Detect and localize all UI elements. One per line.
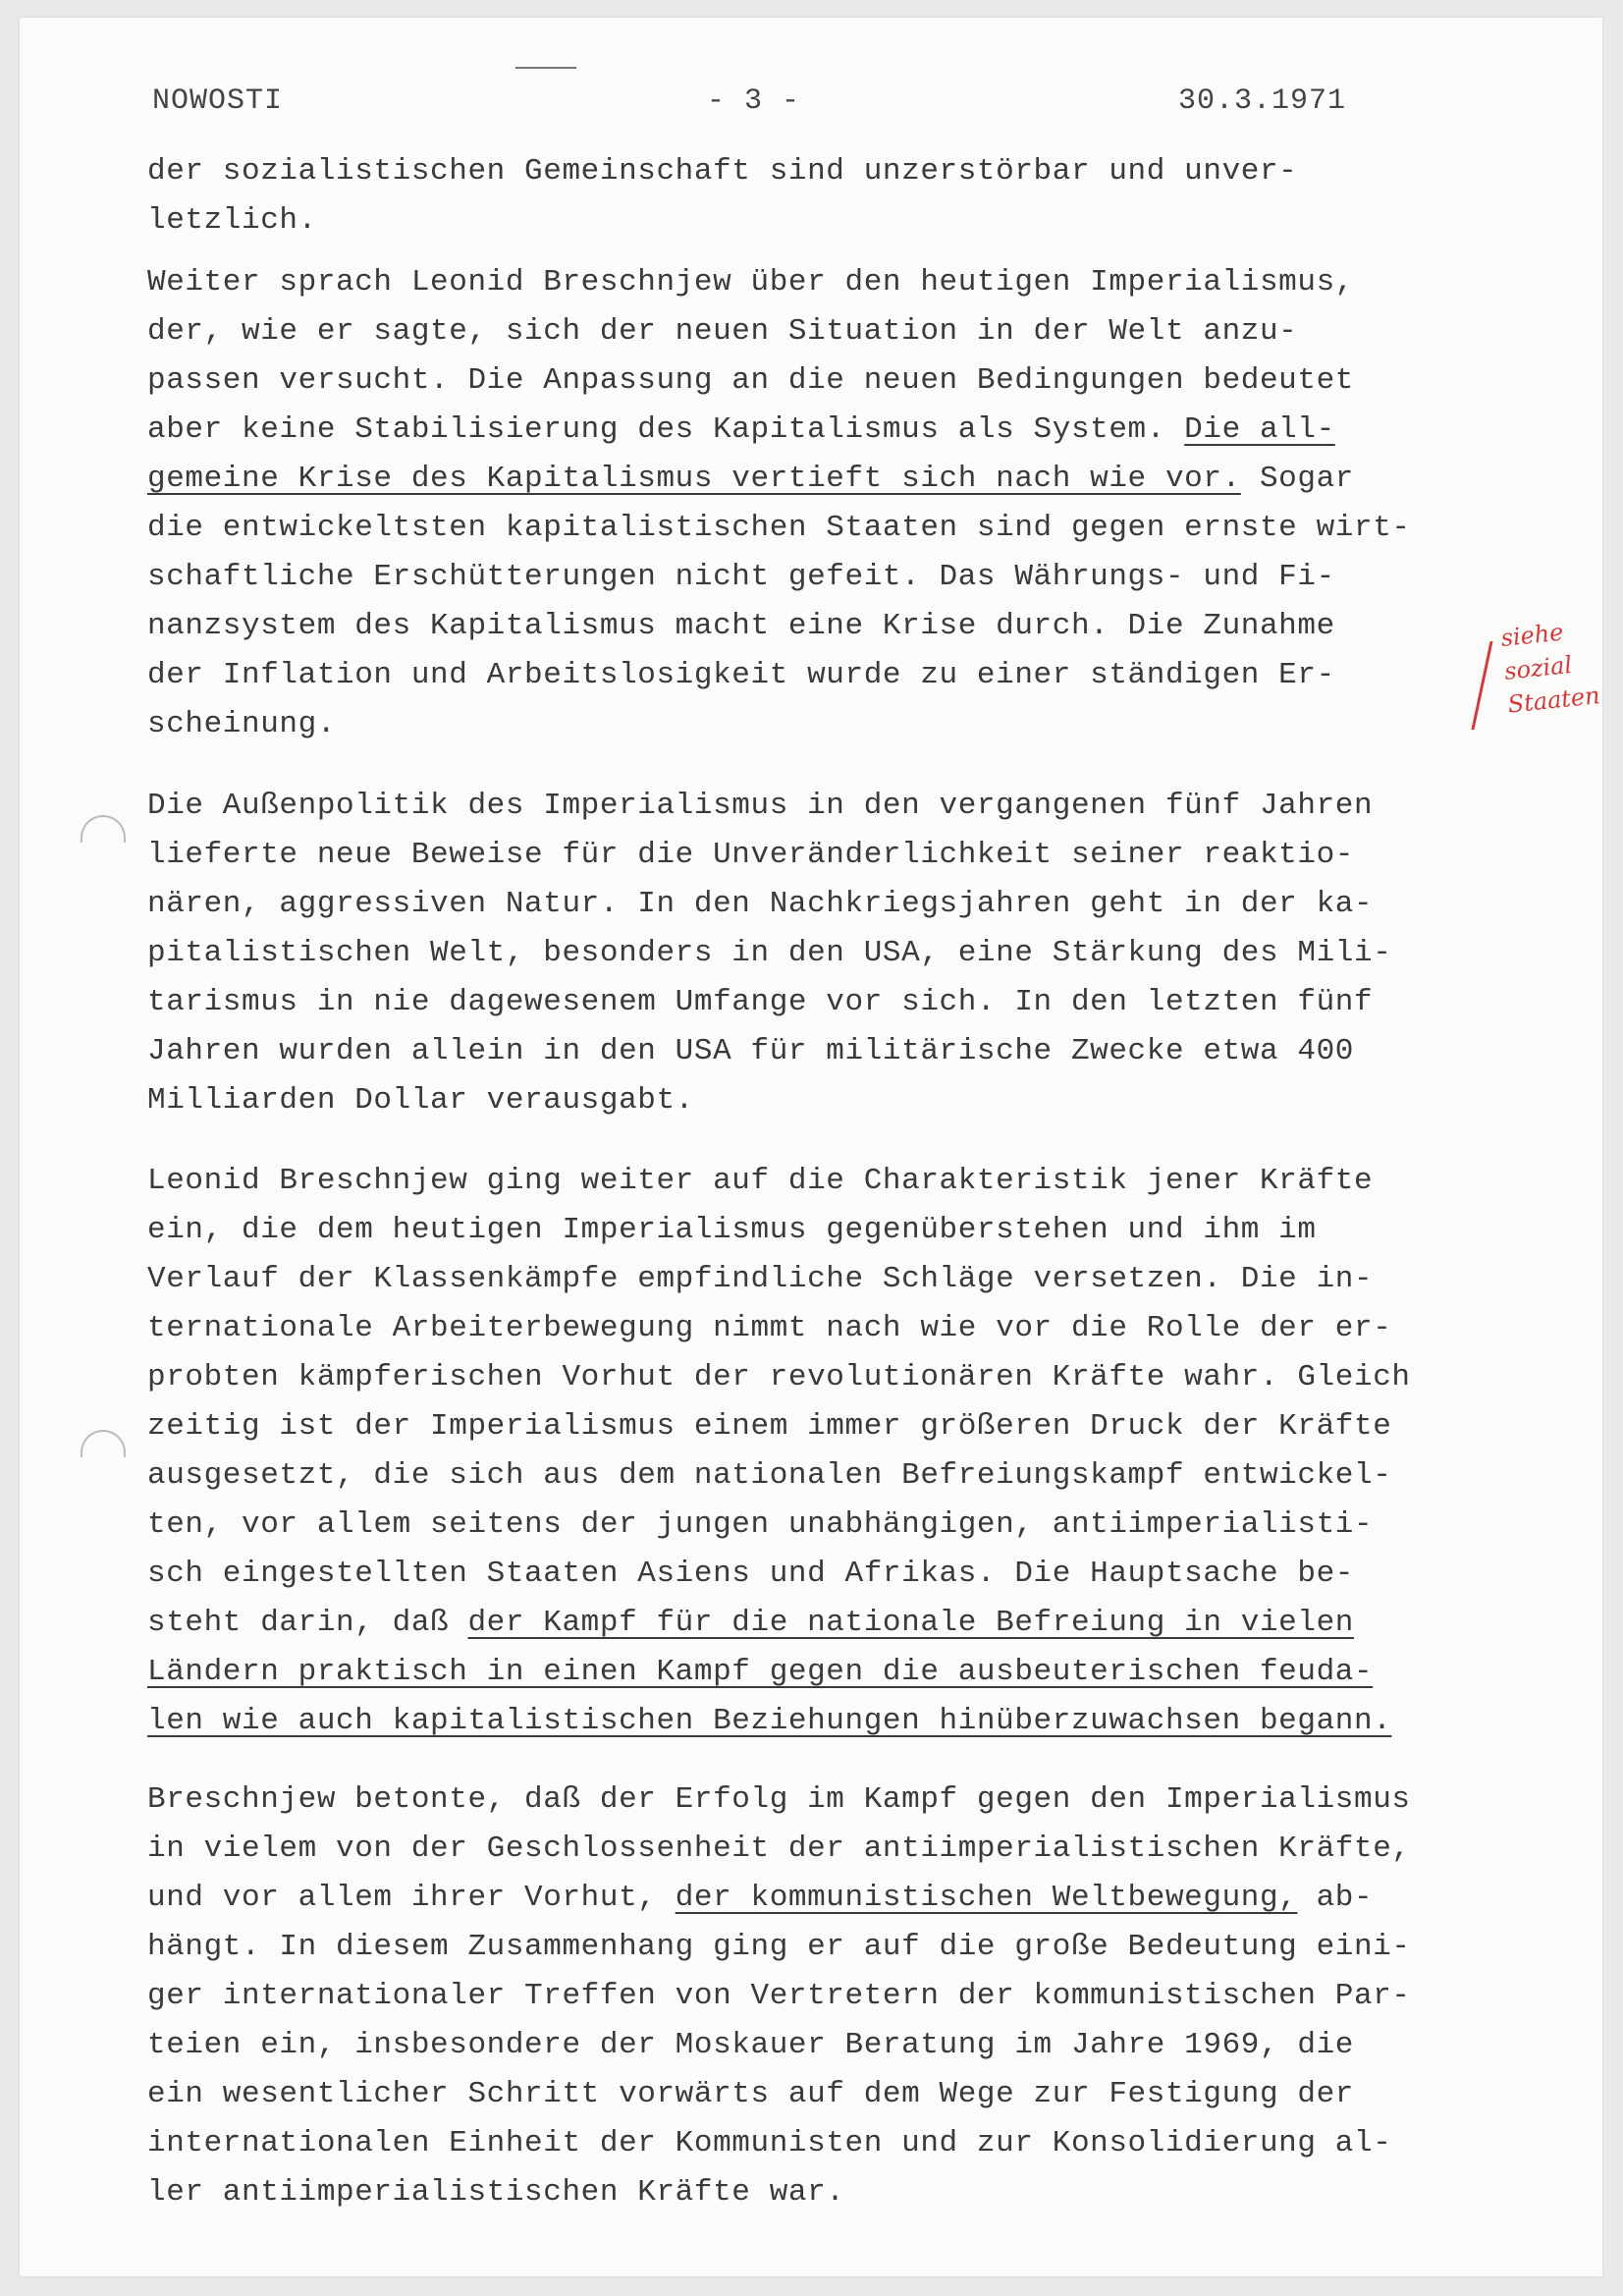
text-segment: der, wie er sagte, sich der neuen Situation in der Welt anzu- [147,314,1298,349]
underlined-text: Die all- [1184,412,1335,447]
text-segment: der Inflation und Arbeitslosigkeit wurde zu einer ständigen Er- [147,658,1335,692]
text-line [147,602,1551,651]
paragraph-1 [147,147,1551,246]
text-line [147,455,1551,504]
text-segment: Weiter sprach Leonid Breschnjew über den heutigen Imperialismus, [147,265,1354,300]
paragraph-4 [147,1157,1551,1746]
underlined-text: der kommunistischen Weltbewegung, [675,1881,1298,1915]
text-segment: Leonid Breschnjew ging weiter auf die Charakteristik jener Kräfte [147,1164,1374,1198]
text-segment: sch eingestellten Staaten Asiens und Afrikas. Die Hauptsache be- [147,1557,1354,1591]
text-line [147,700,1551,749]
text-line [147,1776,1551,1825]
text-segment: zeitig ist der Imperialismus einem immer größeren Druck der Kräfte [147,1409,1392,1444]
text-segment: Sogar [1240,462,1354,496]
text-line [147,1027,1551,1076]
text-segment: probten kämpferischen Vorhut der revolutionären Kräfte wahr. Gleich [147,1360,1411,1394]
text-line [147,929,1551,978]
text-line [147,504,1551,553]
text-segment: ternationale Arbeiterbewegung nimmt nach wie vor die Rolle der er- [147,1311,1392,1345]
text-segment: tarismus in nie dagewesenem Umfange vor sich. In den letzten fünf [147,985,1374,1019]
paragraph-2 [147,258,1551,749]
text-segment: scheinung. [147,707,337,741]
text-segment: ab- [1297,1881,1374,1915]
text-line [147,1501,1551,1550]
text-segment: teien ein, insbesondere der Moskauer Beratung im Jahre 1969, die [147,2028,1354,2062]
text-line [147,651,1551,700]
text-line [147,406,1551,455]
text-segment: Breschnjew betonte, daß der Erfolg im Kampf gegen den Imperialismus [147,1782,1411,1817]
text-segment: steht darin, daß [147,1606,468,1640]
text-line [147,1648,1551,1697]
text-segment: die entwickeltsten kapitalistischen Staaten sind gegen ernste wirt- [147,511,1411,545]
annotation-line: siehe [1499,618,1565,653]
text-line [147,356,1551,406]
text-segment: Die Außenpolitik des Imperialismus in den vergangenen fünf Jahren [147,789,1374,823]
text-line [147,258,1551,307]
text-line [147,1550,1551,1599]
document-page [20,18,1602,2276]
text-segment: internationalen Einheit der Kommunisten und zur Konsolidierung al- [147,2126,1392,2160]
text-line [147,880,1551,929]
text-line [147,1451,1551,1501]
text-segment: lieferte neue Beweise für die Unveränderlichkeit seiner reaktio- [147,838,1354,872]
page-number: - 3 - [707,84,801,118]
text-line [147,147,1551,196]
text-line [147,2119,1551,2168]
text-line [147,1206,1551,1255]
text-segment: Jahren wurden allein in den USA für militärische Zwecke etwa 400 [147,1034,1354,1068]
punch-hole-mark [81,815,126,843]
text-segment: aber keine Stabilisierung des Kapitalismus als System. [147,412,1185,447]
text-segment: hängt. In diesem Zusammenhang ging er auf die große Bedeutung eini- [147,1930,1411,1964]
text-segment: ger internationaler Treffen von Vertretern der kommunistischen Par- [147,1979,1411,2013]
text-segment: Verlauf der Klassenkämpfe empfindliche Schläge versetzen. Die in- [147,1262,1374,1296]
text-line [147,831,1551,880]
text-segment: ten, vor allem seitens der jungen unabhängigen, antiimperialisti- [147,1507,1374,1542]
text-line [147,1402,1551,1451]
text-segment: passen versucht. Die Anpassung an die neuen Bedingungen bedeutet [147,363,1354,398]
text-segment: nären, aggressiven Natur. In den Nachkriegsjahren geht in der ka- [147,887,1374,921]
text-line [147,1825,1551,1874]
text-line [147,1255,1551,1304]
text-line [147,1972,1551,2021]
underlined-text: Ländern praktisch in einen Kampf gegen die ausbeuterischen feuda- [147,1655,1374,1689]
text-line [147,1599,1551,1648]
text-line [147,1697,1551,1746]
header-date: 30.3.1971 [1178,84,1347,118]
text-segment: in vielem von der Geschlossenheit der antiimperialistischen Kräfte, [147,1831,1411,1866]
text-segment: und vor allem ihrer Vorhut, [147,1881,676,1915]
text-line [147,1304,1551,1353]
punch-hole-mark [81,1430,126,1457]
text-line [147,2021,1551,2070]
text-line [147,553,1551,602]
text-segment: nanzsystem des Kapitalismus macht eine Krise durch. Die Zunahme [147,609,1335,643]
text-segment: Milliarden Dollar verausgabt. [147,1083,694,1118]
text-line [147,2168,1551,2217]
annotation-line: sozial [1502,650,1574,685]
text-line [147,196,1551,246]
text-segment: schaftliche Erschütterungen nicht gefeit. Das Währungs- und Fi- [147,560,1335,594]
text-line [147,1076,1551,1125]
text-segment: ein, die dem heutigen Imperialismus gegenüberstehen und ihm im [147,1213,1317,1247]
header-rule [515,67,576,69]
text-line [147,1923,1551,1972]
annotation-line: Staaten [1506,681,1601,719]
paragraph-5 [147,1776,1551,2217]
text-segment: ausgesetzt, die sich aus dem nationalen Befreiungskampf entwickel- [147,1458,1392,1493]
text-line [147,1157,1551,1206]
paragraph-3 [147,782,1551,1125]
handwritten-annotation [1499,612,1601,721]
underlined-text: der Kampf für die nationale Befreiung in vielen [467,1606,1354,1640]
text-segment: der sozialistischen Gemeinschaft sind unzerstörbar und unver- [147,154,1298,189]
header-agency: NOWOSTI [152,84,284,118]
text-line [147,307,1551,356]
underlined-text: len wie auch kapitalistischen Beziehungen hinüberzuwachsen begann. [147,1704,1392,1738]
text-line [147,1353,1551,1402]
text-segment: ein wesentlicher Schritt vorwärts auf dem Wege zur Festigung der [147,2077,1354,2111]
text-line [147,782,1551,831]
underlined-text: gemeine Krise des Kapitalismus vertieft sich nach wie vor. [147,462,1241,496]
text-line [147,2070,1551,2119]
text-line [147,1874,1551,1923]
text-line [147,978,1551,1027]
text-segment: pitalistischen Welt, besonders in den USA, eine Stärkung des Mili- [147,936,1392,970]
text-segment: letzlich. [147,203,317,238]
text-segment: ler antiimperialistischen Kräfte war. [147,2175,845,2210]
